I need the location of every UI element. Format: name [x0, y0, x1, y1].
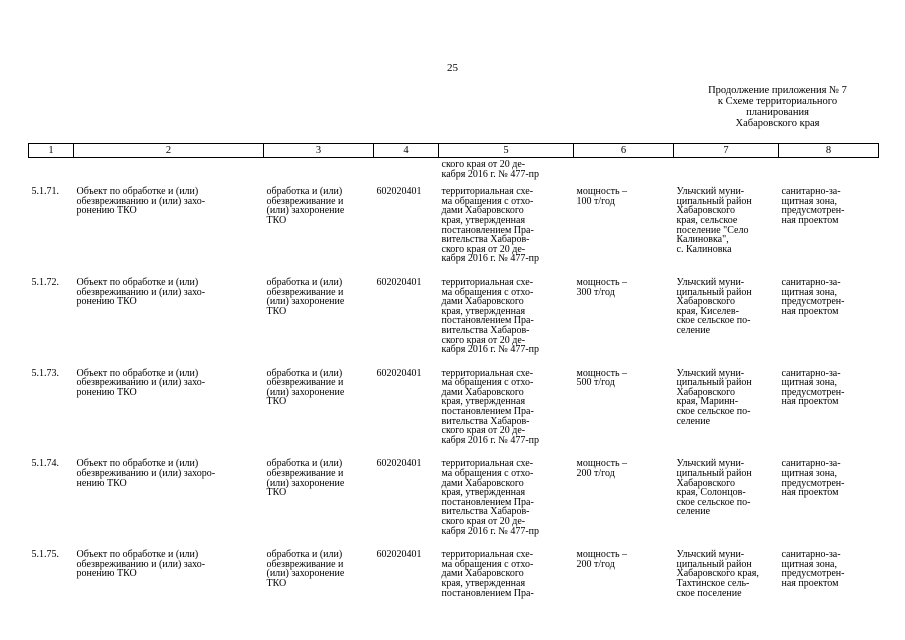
text-line: обработка и (или) [266, 367, 343, 379]
text-line: обезвреживанию и (или) захо- [76, 558, 206, 570]
text-line: ронению ТКО [76, 205, 137, 217]
text-line: Хабаровского края, [676, 568, 759, 580]
basis-document [439, 367, 574, 458]
text-line: ма обращения с отхо- [441, 377, 534, 389]
text-line: вительства Хабаров- [441, 234, 530, 246]
text-line: обезвреживание и [266, 468, 344, 480]
object-location [674, 367, 779, 458]
text-line: постановлением Пра- [441, 587, 534, 599]
object-code: 602020401 [376, 458, 422, 470]
text-line: дами Хабаровского [441, 386, 524, 398]
text-line: Объект по обработке и (или) [76, 458, 199, 470]
text-line: нению ТКО [76, 477, 127, 489]
text-line: ципальный район [676, 377, 752, 389]
text-line: Объект по обработке и (или) [76, 276, 199, 288]
text-line: селение [676, 506, 711, 518]
text-line: территориальная схе- [441, 367, 534, 379]
text-line: щитная зона, [781, 468, 837, 480]
text-line: предусмотрен- [781, 477, 845, 489]
text-line: 200 т/год [576, 468, 615, 480]
text-line: селение [676, 324, 711, 336]
column-number-row [29, 144, 879, 158]
text-line: (или) захоронение [266, 477, 345, 489]
text-line: края, сельское [676, 214, 738, 226]
object-purpose [264, 367, 374, 458]
object-code: 602020401 [376, 549, 422, 561]
text-line: вительства Хабаров- [441, 324, 530, 336]
object-location [674, 185, 779, 276]
text-line: ципальный район [676, 558, 752, 570]
text-line: ского края от 20 де- [441, 243, 526, 255]
object-capacity [574, 457, 674, 548]
text-line: обезвреживание и [266, 558, 344, 570]
text-line: Объект по обработке и (или) [76, 367, 199, 379]
text-line: щитная зона, [781, 377, 837, 389]
row-number: 5.1.72. [31, 276, 59, 288]
column-header: 8 [779, 144, 879, 158]
text-line: предусмотрен- [781, 205, 845, 217]
object-name [74, 185, 264, 276]
protection-zone [779, 185, 879, 276]
text-line: ронению ТКО [76, 568, 137, 580]
row-number: 5.1.74. [31, 458, 59, 470]
text-line: Хабаровского [676, 205, 735, 217]
text-line: Хабаровского [676, 296, 735, 308]
text-line: ма обращения с отхо- [441, 195, 534, 207]
text-line: края, утвержденная [441, 305, 526, 317]
text-line: мощность – [576, 186, 627, 198]
text-line: кабря 2016 г. № 477-пр [441, 525, 540, 537]
text-line: ронению ТКО [76, 296, 137, 308]
text-line: дами Хабаровского [441, 205, 524, 217]
appendix-note [640, 85, 905, 129]
text-line: мощность – [576, 458, 627, 470]
basis-continuation [439, 158, 574, 186]
text-line: края, утвержденная [441, 214, 526, 226]
row-number: 5.1.73. [31, 367, 59, 379]
object-location [674, 457, 779, 548]
text-line: территориальная схе- [441, 276, 534, 288]
text-line: вительства Хабаров- [441, 506, 530, 518]
text-line: ная проектом [781, 487, 839, 499]
text-line: обезвреживание и [266, 195, 344, 207]
text-line: ципальный район [676, 468, 752, 480]
protection-zone [779, 367, 879, 458]
object-name [74, 548, 264, 610]
object-name [74, 367, 264, 458]
text-line: ское сельское по- [676, 315, 751, 327]
table-row [29, 457, 879, 548]
text-line: ского края от 20 де- [441, 425, 526, 437]
text-line: кабря 2016 г. № 477-пр [441, 253, 540, 265]
text-line: Ульчский муни- [676, 186, 745, 198]
basis-document [439, 185, 574, 276]
text-line: ципальный район [676, 195, 752, 207]
text-line: ТКО [266, 214, 287, 226]
text-line: (или) захоронение [266, 568, 345, 580]
text-line: щитная зона, [781, 558, 837, 570]
text-line: Тахтинское сель- [676, 577, 750, 589]
text-line: обезвреживанию и (или) захоро- [76, 468, 216, 480]
text-line: постановлением Пра- [441, 406, 534, 418]
text-line: ского края от 20 де- [441, 159, 526, 170]
text-line: мощность – [576, 276, 627, 288]
text-line: обезвреживанию и (или) захо- [76, 377, 206, 389]
text-line: ная проектом [781, 577, 839, 589]
appendix-note-line: к Схеме территориального [717, 96, 838, 107]
text-line: ная проектом [781, 396, 839, 408]
text-line: мощность – [576, 549, 627, 561]
table-row [29, 367, 879, 458]
text-line: Объект по обработке и (или) [76, 186, 199, 198]
text-line: Объект по обработке и (или) [76, 549, 199, 561]
object-purpose [264, 457, 374, 548]
text-line: территориальная схе- [441, 549, 534, 561]
text-line: предусмотрен- [781, 296, 845, 308]
text-line: края, Киселев- [676, 305, 739, 317]
table-row [29, 276, 879, 367]
text-line: дами Хабаровского [441, 296, 524, 308]
text-line: 500 т/год [576, 377, 615, 389]
text-line: ципальный район [676, 286, 752, 298]
text-line: ронению ТКО [76, 386, 137, 398]
text-line: обезвреживание и [266, 286, 344, 298]
text-line: края, утвержденная [441, 577, 526, 589]
text-line: санитарно-за- [781, 186, 841, 198]
column-header: 5 [439, 144, 574, 158]
object-code: 602020401 [376, 367, 422, 379]
text-line: Ульчский муни- [676, 549, 745, 561]
object-purpose [264, 185, 374, 276]
text-line: ная проектом [781, 214, 839, 226]
text-line: вительства Хабаров- [441, 415, 530, 427]
text-line: санитарно-за- [781, 549, 841, 561]
object-code: 602020401 [376, 276, 422, 288]
text-line: территориальная схе- [441, 458, 534, 470]
basis-document [439, 548, 574, 610]
column-header: 4 [374, 144, 439, 158]
text-line: ТКО [266, 487, 287, 499]
text-line: ТКО [266, 577, 287, 589]
text-line: (или) захоронение [266, 386, 345, 398]
column-header: 6 [574, 144, 674, 158]
objects-table [28, 143, 879, 610]
text-line: кабря 2016 г. № 477-пр [441, 434, 540, 446]
text-line: предусмотрен- [781, 386, 845, 398]
object-capacity [574, 185, 674, 276]
object-capacity [574, 367, 674, 458]
text-line: 100 т/год [576, 195, 615, 207]
object-purpose [264, 276, 374, 367]
appendix-note-line: Хабаровского края [735, 118, 820, 129]
text-line: края, Солонцов- [676, 487, 746, 499]
text-line: ма обращения с отхо- [441, 468, 534, 480]
column-header: 2 [74, 144, 264, 158]
text-line: постановлением Пра- [441, 315, 534, 327]
table-row [29, 548, 879, 610]
text-line: щитная зона, [781, 195, 837, 207]
column-header: 7 [674, 144, 779, 158]
column-header: 1 [29, 144, 74, 158]
text-line: обработка и (или) [266, 276, 343, 288]
text-line: Ульчский муни- [676, 276, 745, 288]
object-name [74, 457, 264, 548]
text-line: (или) захоронение [266, 296, 345, 308]
object-location [674, 548, 779, 610]
text-line: ная проектом [781, 305, 839, 317]
text-line: территориальная схе- [441, 186, 534, 198]
text-line: обезвреживанию и (или) захо- [76, 286, 206, 298]
text-line: ского края от 20 де- [441, 516, 526, 527]
text-line: Хабаровского [676, 477, 735, 489]
object-purpose [264, 548, 374, 610]
text-line: санитарно-за- [781, 276, 841, 288]
protection-zone [779, 457, 879, 548]
text-line: ского края от 20 де- [441, 334, 526, 346]
text-line: обработка и (или) [266, 458, 343, 470]
text-line: края, Маринн- [676, 396, 739, 408]
text-line: ТКО [266, 396, 287, 408]
text-line: края, утвержденная [441, 487, 526, 499]
row-number: 5.1.71. [31, 186, 59, 198]
text-line: предусмотрен- [781, 568, 845, 580]
protection-zone [779, 548, 879, 610]
text-line: кабря 2016 г. № 477-пр [441, 168, 540, 180]
text-line: мощность – [576, 367, 627, 379]
text-line: 300 т/год [576, 286, 615, 298]
appendix-note-line: планирования [746, 107, 809, 118]
protection-zone [779, 276, 879, 367]
object-capacity [574, 548, 674, 610]
text-line: края, утвержденная [441, 396, 526, 408]
text-line: с. Калиновка [676, 243, 732, 255]
text-line: (или) захоронение [266, 205, 345, 217]
text-line: постановлением Пра- [441, 496, 534, 508]
text-line: 200 т/год [576, 558, 615, 570]
text-line: ское сельское по- [676, 406, 751, 418]
text-line: щитная зона, [781, 286, 837, 298]
text-line: Ульчский муни- [676, 458, 745, 470]
object-capacity [574, 276, 674, 367]
continuation-row [29, 158, 879, 186]
text-line: кабря 2016 г. № 477-пр [441, 344, 540, 356]
appendix-note-line: Продолжение приложения № 7 [708, 85, 847, 96]
text-line: обезвреживание и [266, 377, 344, 389]
text-line: ское сельское по- [676, 496, 751, 508]
text-line: Калиновка", [676, 234, 729, 246]
table-row [29, 185, 879, 276]
text-line: дами Хабаровского [441, 477, 524, 489]
text-line: обработка и (или) [266, 549, 343, 561]
text-line: дами Хабаровского [441, 568, 524, 580]
object-location [674, 276, 779, 367]
text-line: ское поселение [676, 587, 742, 599]
row-number: 5.1.75. [31, 549, 59, 561]
text-line: ТКО [266, 305, 287, 317]
basis-document [439, 457, 574, 548]
text-line: Ульчский муни- [676, 367, 745, 379]
text-line: санитарно-за- [781, 367, 841, 379]
object-code: 602020401 [376, 186, 422, 198]
text-line: санитарно-за- [781, 458, 841, 470]
text-line: постановлением Пра- [441, 224, 534, 236]
text-line: поселение "Село [676, 224, 749, 236]
column-header: 3 [264, 144, 374, 158]
text-line: селение [676, 415, 711, 427]
object-name [74, 276, 264, 367]
text-line: Хабаровского [676, 386, 735, 398]
text-line: обезвреживанию и (или) захо- [76, 195, 206, 207]
text-line: обработка и (или) [266, 186, 343, 198]
basis-document [439, 276, 574, 367]
page-number: 25 [447, 62, 458, 74]
text-line: ма обращения с отхо- [441, 286, 534, 298]
text-line: ма обращения с отхо- [441, 558, 534, 570]
